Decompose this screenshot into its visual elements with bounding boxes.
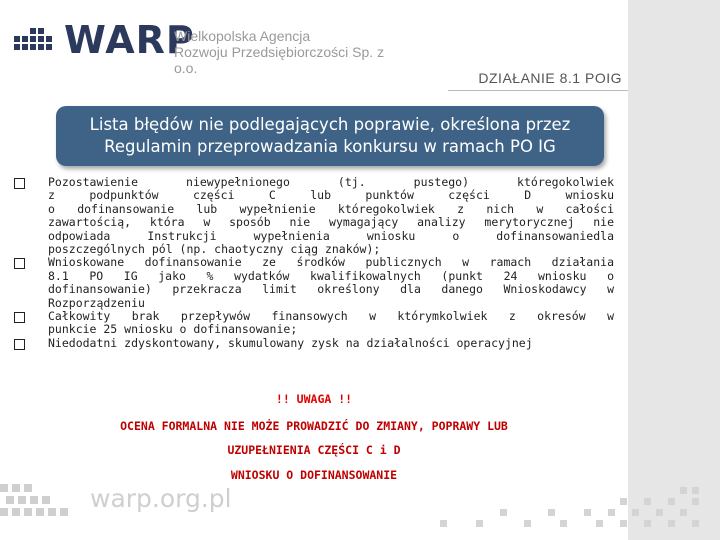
list-item bbox=[14, 256, 614, 310]
list-item-line: Rozporządzeniu bbox=[48, 295, 145, 310]
list-item-line: dofinansowanie) przekracza limit określony dla danego Wnioskodawcy w bbox=[48, 282, 614, 297]
warning-line-1: OCENA FORMALNA NIE MOŻE PROWADZIĆ DO ZMIANY, POPRAWY LUB bbox=[120, 419, 508, 433]
checkbox-bullet-icon bbox=[14, 339, 25, 350]
list-item-line: Niedodatni zdyskontowany, skumulowany zysk na działalności operacyjnej bbox=[48, 335, 533, 350]
logo-dots-icon bbox=[14, 28, 58, 54]
logo-wordmark: WARP bbox=[64, 18, 195, 62]
footer-url: warp.org.pl bbox=[90, 484, 232, 513]
title-banner bbox=[56, 106, 604, 166]
title-line-2: Regulamin przeprowadzania konkursu w ramach PO IG bbox=[104, 137, 556, 156]
footer-pattern-icon bbox=[0, 484, 80, 524]
checkbox-bullet-icon bbox=[14, 178, 25, 189]
list-item-line: Pozostawienie niewypełnionego (tj. pustego) któregokolwiek bbox=[48, 175, 614, 189]
list-item-line: Całkowity brak przepływów finansowych w którymkolwiek z okresów w bbox=[48, 309, 614, 324]
list-item bbox=[14, 310, 614, 337]
list-item bbox=[14, 176, 614, 256]
list-item bbox=[14, 337, 614, 350]
checkbox-bullet-icon bbox=[14, 312, 25, 323]
list-item-line: poszczególnych pól (np. chaotyczny ciąg znaków); bbox=[48, 242, 381, 257]
header-divider bbox=[448, 90, 628, 91]
list-item-line: o dofinansowanie lub wypełnienie któregokolwiek z nich w całości bbox=[48, 201, 614, 216]
list-item-line: zawartością, która w sposób nie wymagający analizy merytorycznej nie bbox=[48, 215, 614, 230]
list-item-line: punkcie 25 wniosku o dofinansowanie; bbox=[48, 322, 298, 337]
warning-title: !! UWAGA !! bbox=[275, 392, 353, 406]
logo-agency-line-1: Wielkopolska Agencja bbox=[174, 28, 311, 44]
warning-line-3: WNIOSKU O DOFINANSOWANIE bbox=[230, 468, 398, 482]
error-list bbox=[14, 176, 614, 350]
logo-agency-name bbox=[174, 28, 394, 76]
list-item-line: 8.1 PO IG jako % wydatków kwalifikowalnych (punkt 24 wniosku o bbox=[48, 268, 614, 283]
list-item-line: z podpunktów części C lub punktów części D wniosku bbox=[48, 188, 614, 203]
title-line-1: Lista błędów nie podlegających poprawie, określona przez bbox=[89, 115, 571, 134]
checkbox-bullet-icon bbox=[14, 258, 25, 269]
right-side-band bbox=[628, 0, 720, 540]
list-item-line: odpowiada Instrukcji wypełnienia wniosku o dofinansowaniedla bbox=[48, 228, 614, 243]
warning-line-2: UZUPEŁNIENIA CZĘŚCI C i D bbox=[227, 443, 401, 457]
warp-logo bbox=[14, 18, 394, 76]
footer-dots-pattern-icon bbox=[380, 487, 710, 527]
action-label: DZIAŁANIE 8.1 POIG bbox=[478, 70, 622, 86]
list-item-line: Wnioskowane dofinansowanie ze środków publicznych w ramach działania bbox=[48, 255, 614, 270]
logo-agency-line-2: Rozwoju Przedsiębiorczości Sp. z o.o. bbox=[174, 44, 385, 76]
